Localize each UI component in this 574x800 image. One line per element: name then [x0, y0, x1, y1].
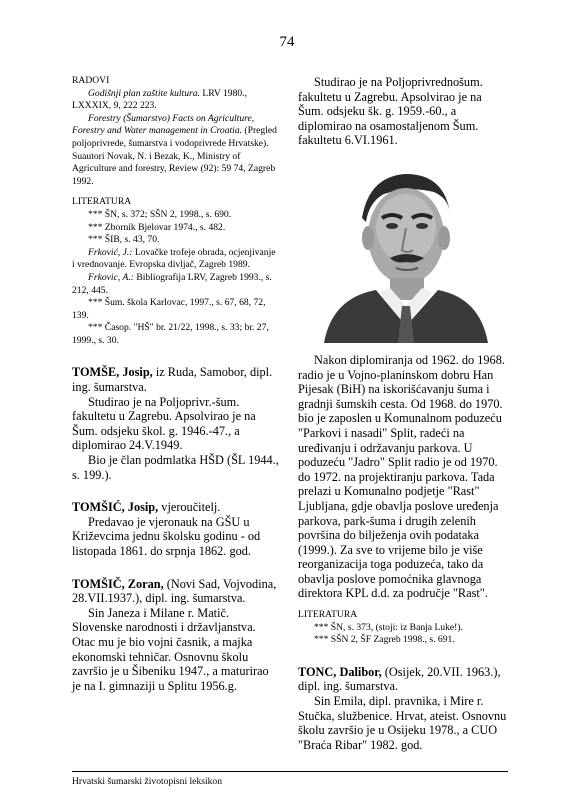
entry-tomse-name: TOMŠE, Josip,	[72, 365, 153, 380]
footer-divider	[72, 771, 508, 772]
page-number: 74	[279, 34, 295, 50]
literatura-item	[72, 247, 280, 272]
entry-tomsic-josip-descriptor: vjeroučitelj.	[158, 500, 221, 515]
right-column	[298, 75, 508, 752]
entry-tomsic-josip-name: TOMŠIĆ, Josip,	[72, 500, 159, 515]
radovi-entry-2-rest: (Pregled poljoprivrede, šumarstva i vodoprivrede Hrvatske). Suautori Novak, N. i Bezak, K., Ministry of Agriculture and forestry, Review (92): 59 74, Zagreb 1992.	[72, 125, 277, 187]
radovi-entry-1-title: Godišnji plan zaštite kultura.	[88, 87, 200, 99]
radovi-entry-1	[72, 88, 280, 113]
portrait-photo	[314, 158, 494, 343]
entry-tomsic-zoran-heading	[72, 577, 280, 606]
literatura-heading: LITERATURA	[298, 609, 358, 621]
entry-tomsic-zoran-career: Nakon diplomiranja od 1962. do 1968. radio je u Vojno-planinskom dobru Han Pijesak (BiH) na iskorišćavanju šuma i gradnji šumskih cesta. Od 1968. do 1970. bio je zaposlen u Komunalnom poduzeću "Parkovi i nasadi" Split, radeći na uređivanju i održavanju parkova. U poduzeću "Jadro" Split radio je od 1970. do 1972. na projektiranju parkova. Tada prelazi u Komunalno podjetje "Rast" Ljubljana, gdje obavlja poslove uređenja parkova, park-šuma i drugih zelenih površina do bilježenja ovih podataka (1999.). Za sve to vrijeme bilo je više reorganizacija toga poduzeća, tako da obavlja poslove pomoćnika glavnoga direktora KPL d.d. za područje "Rast".	[298, 352, 505, 601]
literatura-text: Bibliografija LRV, Zagreb 1993., s. 212, 445.	[72, 271, 272, 296]
literatura-item	[72, 272, 280, 297]
radovi-entry-1-rest: LRV 1980., LXXXIX, 9, 222 223.	[72, 87, 247, 112]
literatura-author: Frković, J.:	[88, 246, 133, 258]
literatura-item: *** Šum. škola Karlovac, 1997., s. 67, 68, 72, 139.	[72, 297, 266, 321]
entry-tomsic-josip-heading	[72, 500, 280, 515]
entry-tomsic-zoran-name: TOMŠIČ, Zoran,	[72, 576, 164, 591]
entry-tonc-descriptor: (Osijek, 20.VII. 1963.), dipl. ing. šumarstva.	[298, 664, 501, 694]
entry-tomse-paragraph: Studirao je na Poljoprivr.-šum. fakultetu u Zagrebu. Apsolvirao je na Šum. odsjeku škol. g. 1946.-47., a diplomirao 24.V.1949.	[72, 394, 256, 453]
entry-tomse-heading	[72, 365, 280, 394]
literatura-item: *** Zbornik Bjelovar 1974., s. 482.	[88, 221, 226, 233]
literatura-item: *** ŠN, s. 373, (stoji: iz Banja Luke!).	[314, 621, 463, 633]
entry-tomsic-zoran-descriptor: (Novi Sad, Vojvodina, 28.VII.1937.), dipl. ing. šumarstva.	[72, 576, 277, 606]
entry-tomsic-josip-paragraph: Predavao je vjeronauk na GŠU u Križevcima jednu školsku godinu - od listopada 1861. do srpnja 1862. god.	[72, 514, 261, 558]
left-column	[72, 75, 280, 693]
entry-tomsic-zoran-continued: Studirao je na Poljoprivrednošum. fakultetu u Zagrebu. Apsolvirao je na Šum. odsjeku šk. g. 1959.-60., a diplomirao na osamostaljenom Šum. fakultetu 6.VI.1961.	[298, 75, 483, 148]
literatura-text: Lovačke trofeje obrada, ocjenjivanje i vrednovanje. Evropska divljač, Zagreb 1989.	[72, 246, 276, 271]
literatura-item: *** ŠIB, s. 43, 70.	[88, 234, 160, 246]
radovi-entry-2	[72, 113, 280, 189]
entry-tonc-name: TONC, Dalibor,	[298, 664, 382, 679]
literatura-item: *** SŠN 2, ŠF Zagreb 1998., s. 691.	[314, 634, 455, 646]
radovi-heading: RADOVI	[72, 75, 110, 86]
entry-tonc-paragraph: Sin Emila, dipl. pravnika, i Mire r. Stučka, službenice. Hrvat, ateist. Osnovnu školu završio je u Osijeku 1978., a CUO "Braća Ribar" 1982. god.	[298, 694, 507, 752]
entry-tomse-paragraph: Bio je član podmlatka HŠD (ŠL 1944., s. 199.).	[72, 453, 279, 482]
entry-tomsic-zoran-paragraph: Sin Janeza i Milane r. Matič. Slovenske narodnosti i državljanstva. Otac mu je bio vojni časnik, a majka ekonomski tehničar. Osnovnu školu završio je u Šibeniku 1947., a maturirao je na I. gimnaziji u Splitu 1956.g.	[72, 605, 269, 693]
literatura-item: *** ŠN, s. 372; SŠN 2, 1998., s. 690.	[88, 208, 232, 220]
entry-tonc-heading	[298, 665, 508, 694]
literatura-heading: LITERATURA	[72, 196, 132, 208]
entry-tomse-descriptor: iz Ruda, Samobor, dipl. ing. šumarstva.	[72, 365, 273, 395]
radovi-entry-2-title: Forestry (Šumarstvo) Facts on Agriculture, Forestry and Water management in Croatia.	[72, 112, 255, 137]
literatura-author: Frkovic, A.:	[88, 271, 134, 283]
literatura-item: *** Časop. "HŠ" br. 21/22, 1998., s. 33; br. 27, 1999., s. 30.	[72, 322, 269, 346]
footer-title: Hrvatski šumarski životopisni leksikon	[72, 776, 223, 787]
